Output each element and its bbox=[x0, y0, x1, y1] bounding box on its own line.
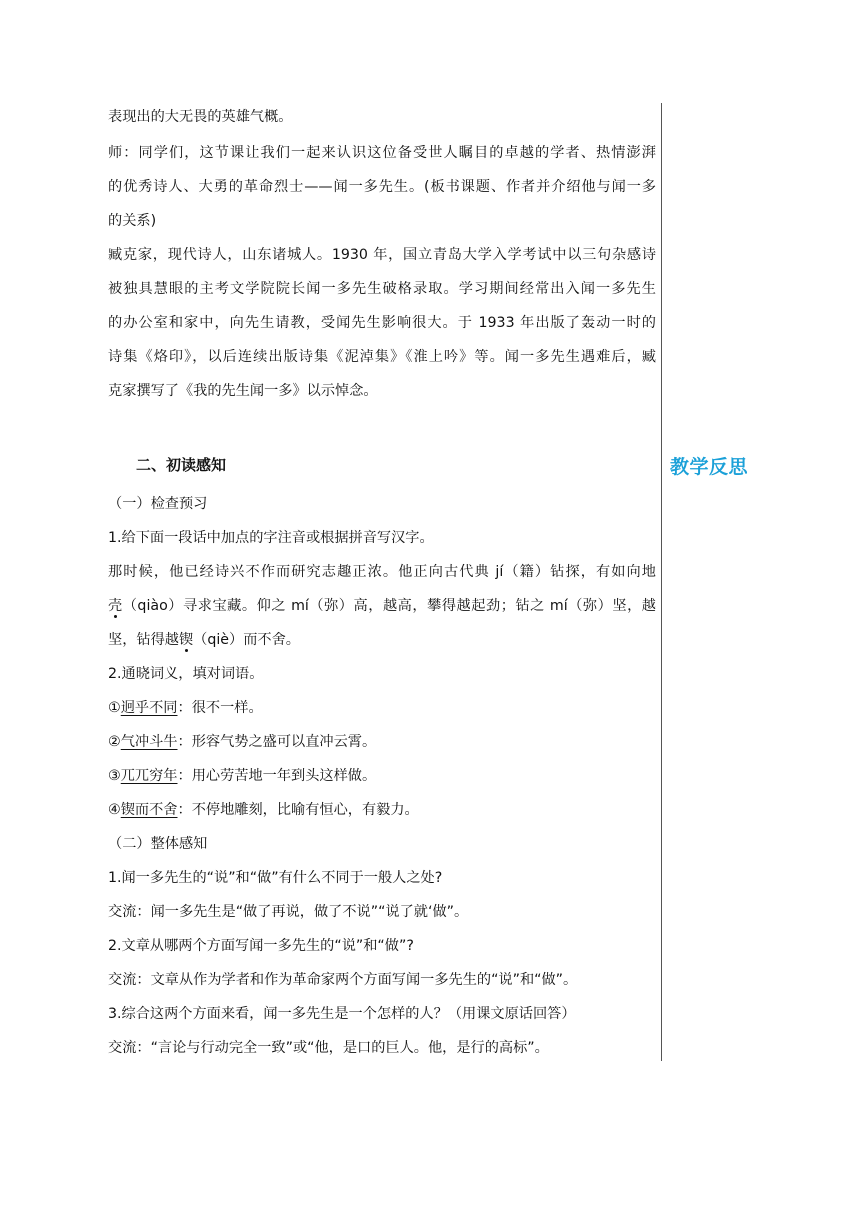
passage-text: （qiào）寻求宝藏。仰之 mí（弥）高，越高，攀得越起劲；钻之 mí（弥）坚，越 bbox=[122, 598, 656, 614]
intro-line: 臧克家，现代诗人，山东诸城人。1930 年，国立青岛大学入学考试中以三句杂感诗 bbox=[108, 247, 656, 263]
vocab-word: 兀兀穷年 bbox=[120, 768, 178, 784]
vocab-word: 气冲斗牛 bbox=[120, 734, 178, 750]
intro-line: 的办公室和家中，向先生请教，受闻先生影响很大。于 1933 年出版了轰动一时的 bbox=[108, 315, 656, 331]
intro-line: 克家撰写了《我的先生闻一多》以示悼念。 bbox=[108, 383, 378, 399]
vocab-number: ② bbox=[108, 734, 121, 750]
vocab-word: 锲而不舍 bbox=[120, 802, 178, 818]
passage-text: （qiè）而不舍。 bbox=[193, 632, 300, 648]
vocab-definition: ：很不一样。 bbox=[177, 700, 263, 716]
dotted-char: 壳 bbox=[108, 598, 123, 614]
intro-line: 的优秀诗人、大勇的革命烈士——闻一多先生。(板书课题、作者并介绍他与闻一多 bbox=[108, 179, 656, 195]
vocab-definition: ：用心劳苦地一年到头这样做。 bbox=[177, 768, 377, 784]
vocab-number: ① bbox=[108, 700, 121, 716]
subheading: （一）检查预习 bbox=[108, 496, 208, 512]
qa-line: 2.文章从哪两个方面写闻一多先生的“说”和“做”? bbox=[108, 938, 414, 954]
vocab-item bbox=[108, 732, 376, 752]
intro-line: 被独具慧眼的主考文学院院长闻一多先生破格录取。学习期间经常出入闻一多先生 bbox=[108, 281, 656, 297]
vocab-word: 迥乎不同 bbox=[120, 700, 178, 716]
vocab-item bbox=[108, 766, 376, 786]
question: 1.给下面一段话中加点的字注音或根据拼音写汉字。 bbox=[108, 530, 434, 546]
passage-text: 坚，钻得越 bbox=[108, 632, 179, 648]
qa-line: 3.综合这两个方面来看，闻一多先生是一个怎样的人？（用课文原话回答） bbox=[108, 1006, 576, 1022]
qa-line: 交流：闻一多先生是“做了再说，做了不说”“说了就‘做”。 bbox=[108, 904, 469, 920]
section-heading: 二、初读感知 bbox=[136, 456, 227, 474]
passage-line bbox=[108, 630, 300, 650]
passage-line: 那时候，他已经诗兴不作而研究志趣正浓。他正向古代典 jí（籍）钻探，有如向地 bbox=[108, 564, 656, 580]
intro-line: 师：同学们，这节课让我们一起来认识这位备受世人瞩目的卓越的学者、热情澎湃 bbox=[108, 145, 656, 161]
vocab-item bbox=[108, 800, 419, 820]
vocab-definition: ：形容气势之盛可以直冲云霄。 bbox=[177, 734, 377, 750]
vocab-number: ④ bbox=[108, 802, 121, 818]
dotted-char: 锲 bbox=[178, 632, 194, 648]
qa-line: 交流：文章从作为学者和作为革命家两个方面写闻一多先生的“说”和“做”。 bbox=[108, 972, 578, 988]
passage-line bbox=[108, 596, 656, 616]
vocab-definition: ：不停地雕刻，比喻有恒心，有毅力。 bbox=[177, 802, 419, 818]
vocab-item bbox=[108, 698, 263, 718]
qa-line: 1.闻一多先生的“说”和“做”有什么不同于一般人之处? bbox=[108, 870, 443, 886]
qa-line: 交流：“言论与行动完全一致”或“他，是口的巨人。他，是行的高标”。 bbox=[108, 1040, 549, 1056]
reflection-title: 教学反思 bbox=[670, 456, 749, 478]
intro-line: 的关系) bbox=[108, 213, 157, 229]
question: 2.通晓词义，填对词语。 bbox=[108, 666, 264, 682]
vocab-number: ③ bbox=[108, 768, 121, 784]
intro-line: 表现出的大无畏的英雄气概。 bbox=[108, 109, 293, 125]
column-divider bbox=[661, 103, 662, 1061]
intro-line: 诗集《烙印》，以后连续出版诗集《泥淖集》《淮上吟》等。闻一多先生遇难后，臧 bbox=[108, 349, 656, 365]
subheading: （二）整体感知 bbox=[108, 836, 208, 852]
